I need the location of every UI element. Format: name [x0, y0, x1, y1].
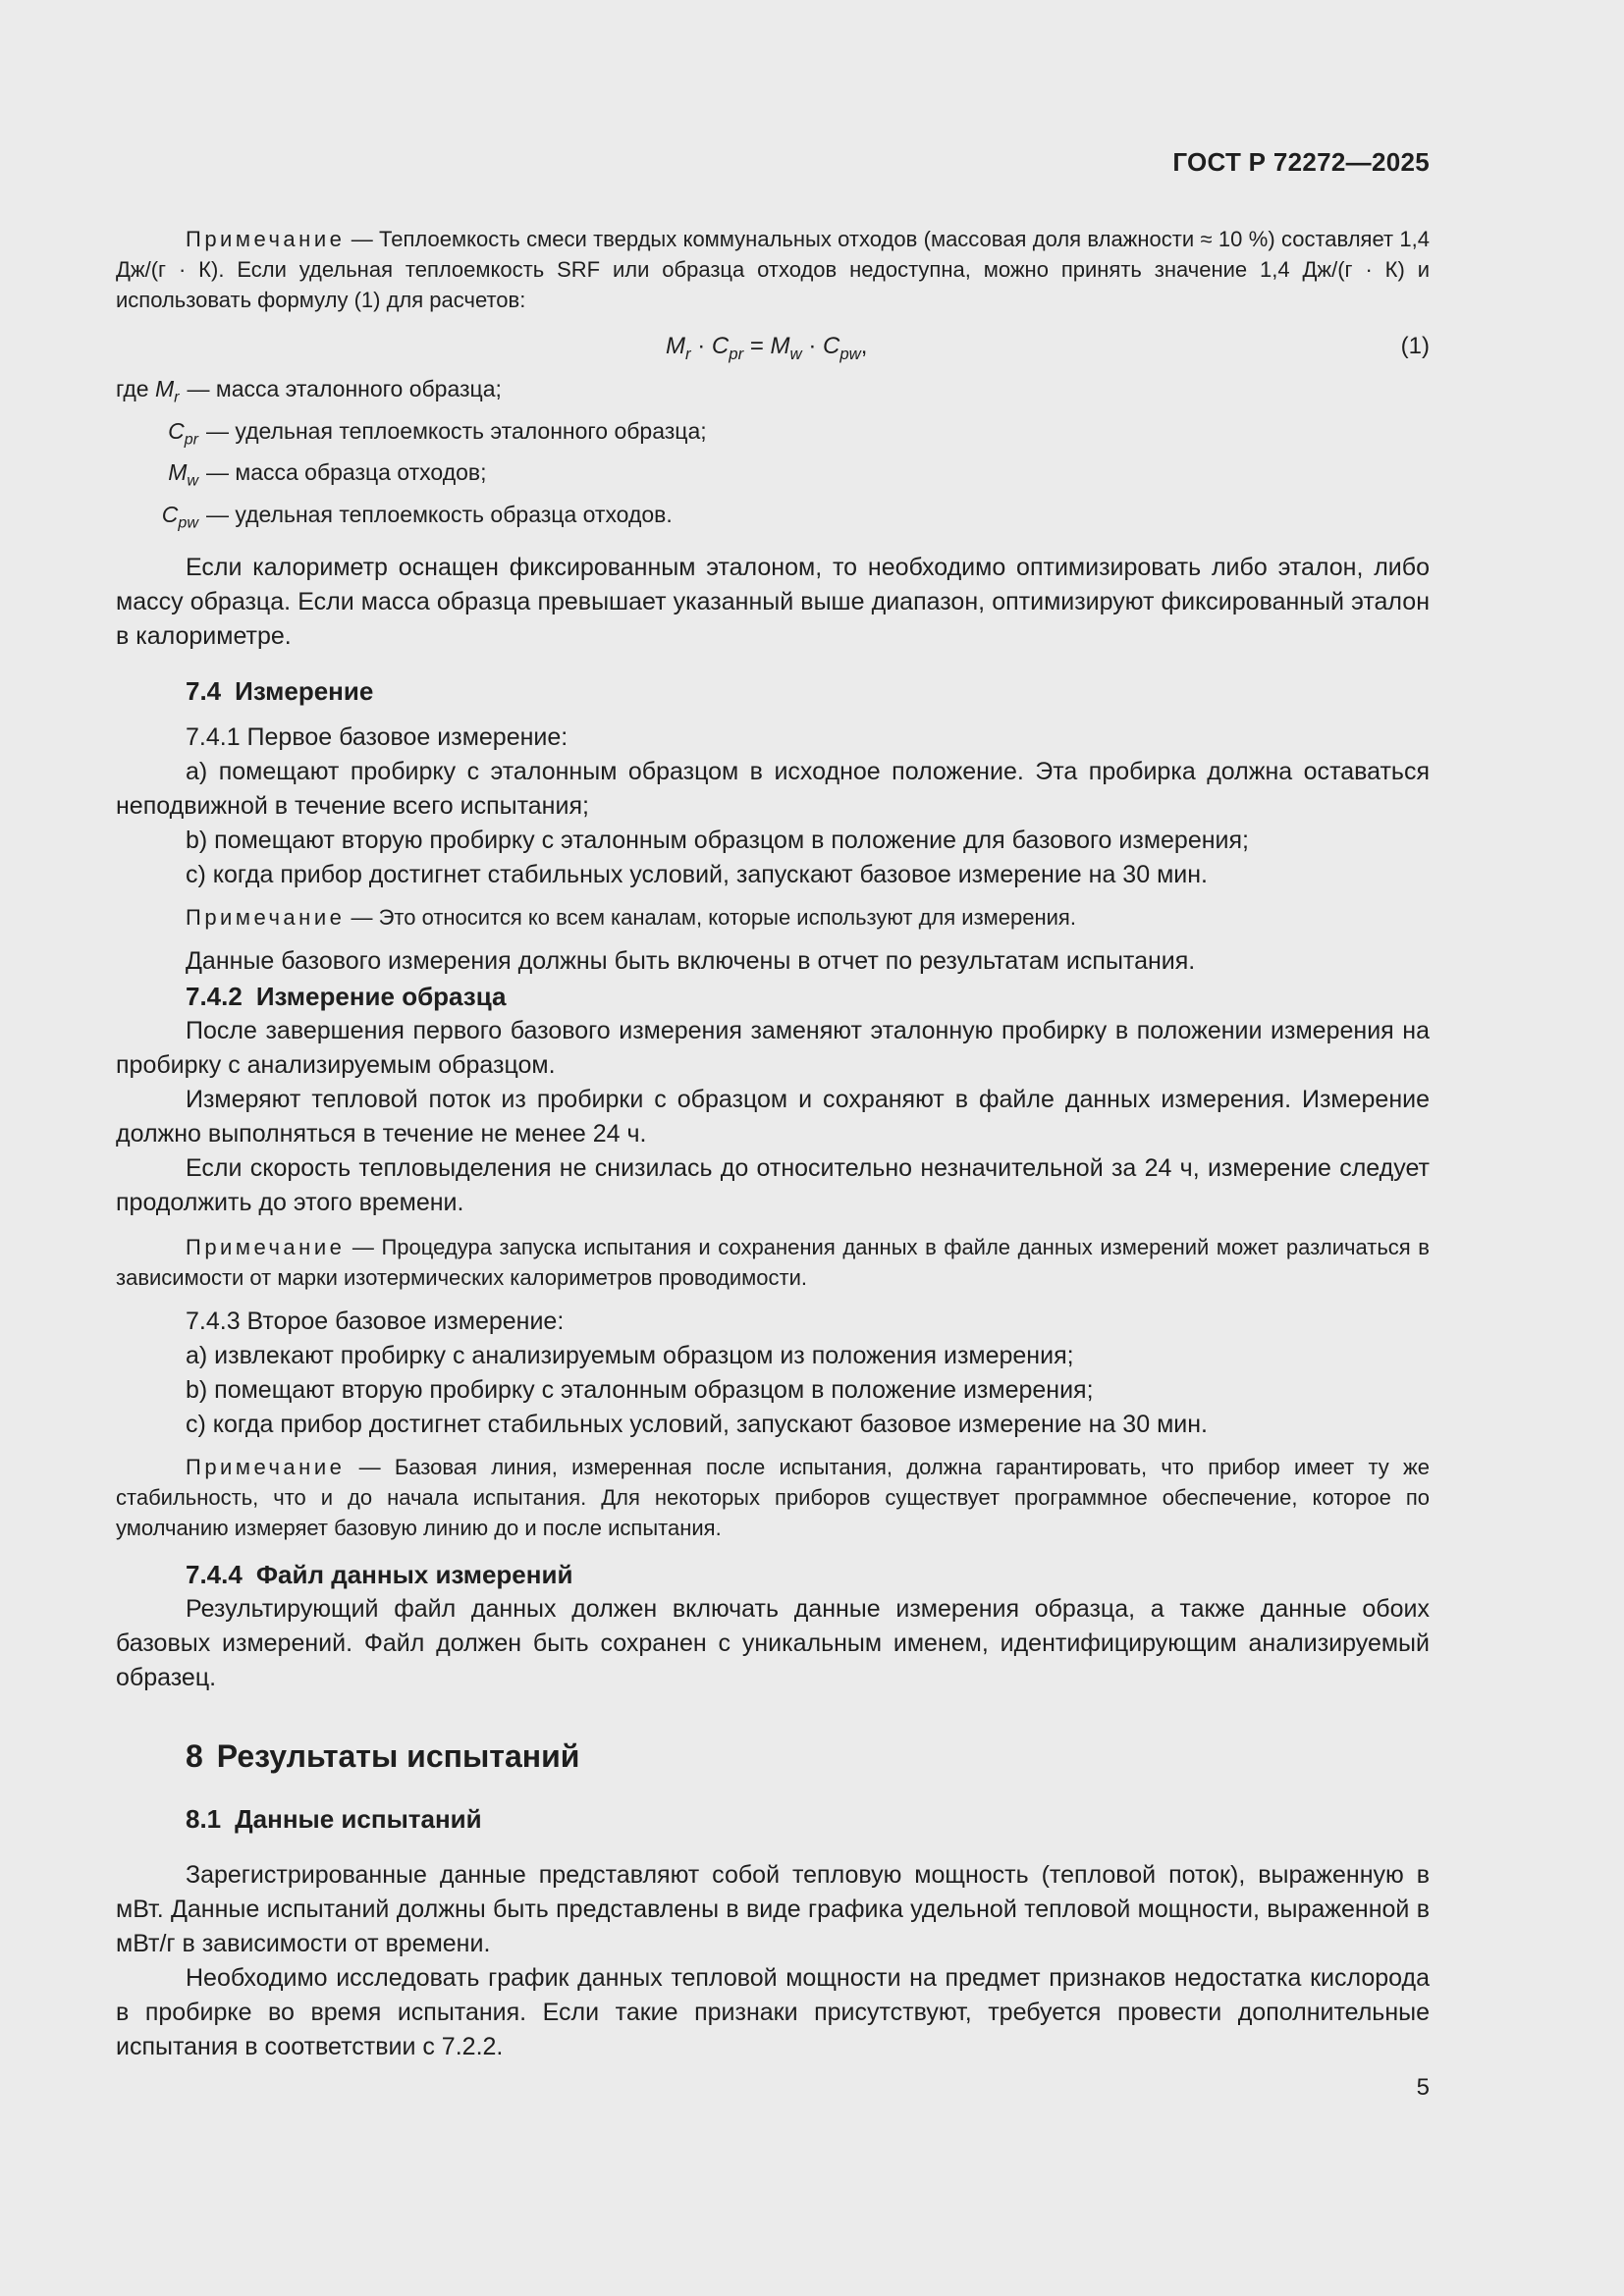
- section-heading-7-4-4: 7.4.4 Файл данных измерений: [186, 1560, 573, 1590]
- section-heading-7-4-2: 7.4.2 Измерение образца: [186, 982, 507, 1012]
- list-item: b) помещают вторую пробирку с эталонным образцом в положение измерения;: [186, 1376, 1094, 1405]
- where-item: $C_{pw}$ — удельная теплоемкость образца отходов.: [161, 501, 673, 532]
- list-item: c) когда прибор достигнет стабильных условий, запускают базовое измерение на 30 мин.: [186, 1411, 1208, 1439]
- formula-number: (1): [1400, 333, 1430, 359]
- list-item: c) когда прибор достигнет стабильных условий, запускают базовое измерение на 30 мин.: [186, 861, 1208, 889]
- section-7-4-1-intro: 7.4.1 Первое базовое измерение:: [186, 723, 568, 752]
- paragraph: Зарегистрированные данные представляют собой тепловую мощность (тепловой поток), выраженную в мВт. Данные испытаний должны быть представлены в виде графика удельной тепловой мощности, выраженной в мВт/г в зависимости от времени.: [116, 1861, 1430, 1958]
- list-item: a) извлекают пробирку с анализируемым образцом из положения измерения;: [186, 1342, 1074, 1370]
- formula-expression: $M_r \cdot C_{pr} = M_w \cdot C_{pw}$,: [666, 333, 868, 363]
- note-channels: Примечание — Это относится ко всем каналам, которые используют для измерения.: [186, 905, 1076, 931]
- section-7-4-3-intro: 7.4.3 Второе базовое измерение:: [186, 1308, 565, 1336]
- where-item: $M_w$ — масса образца отходов;: [168, 459, 487, 490]
- list-item: b) помещают вторую пробирку с эталонным образцом в положение для базового измерения;: [186, 827, 1249, 855]
- paragraph: Результирующий файл данных должен включать данные измерения образца, а также данные обоих базовых измерений. Файл должен быть сохранен с уникальным именем, идентифицирующим анализируемый образец.: [116, 1595, 1430, 1692]
- note-label: Примечание: [186, 227, 346, 251]
- note-heat-capacity: [116, 224, 1430, 315]
- section-heading-8-1: 8.1 Данные испытаний: [186, 1804, 482, 1835]
- note-procedure: Примечание — Процедура запуска испытания и сохранения данных в файле данных измерений может различаться в зависимости от марки изотермических калориметров проводимости.: [116, 1235, 1430, 1291]
- paragraph: Измеряют тепловой поток из пробирки с образцом и сохраняют в файле данных измерения. Измерение должно выполняться в течение не менее 24 ч.: [116, 1086, 1430, 1148]
- list-item: a) помещают пробирку с эталонным образцом в исходное положение. Эта пробирка должна оставаться неподвижной в течение всего испытания;: [116, 758, 1430, 821]
- where-item: где $M_r$ — масса эталонного образца;: [116, 376, 502, 406]
- note-text: — Теплоемкость смеси твердых коммунальных отходов (массовая доля влажности ≈ 10 %) составляет 1,4 Дж/(г · К). Если удельная теплоемкость SRF или образца отходов недоступна, можно принять значение 1,4 Дж/(г · К) и использовать формулу (1) для расчетов:: [116, 227, 1430, 312]
- page-number: 5: [1416, 2074, 1430, 2101]
- where-list: [116, 372, 1430, 539]
- section-heading-7-4: 7.4 Измерение: [186, 676, 374, 707]
- paragraph-calorimeter: Если калориметр оснащен фиксированным эталоном, то необходимо оптимизировать либо эталон, либо массу образца. Если масса образца превышает указанный выше диапазон, оптимизируют фиксированный эталон в калориметре.: [116, 554, 1430, 651]
- where-item: $C_{pr}$ — удельная теплоемкость эталонного образца;: [168, 417, 707, 449]
- section-heading-8: 8 Результаты испытаний: [186, 1738, 580, 1775]
- paragraph: Если скорость тепловыделения не снизилась до относительно незначительной за 24 ч, измерение следует продолжить до этого времени.: [116, 1154, 1430, 1217]
- document-header: ГОСТ Р 72272—2025: [1172, 147, 1430, 177]
- note-baseline: Примечание — Базовая линия, измеренная после испытания, должна гарантировать, что прибор имеет ту же стабильность, что и до начала испытания. Для некоторых приборов существует программное обеспечение, которое по умолчанию измеряет базовую линию до и после испытания.: [116, 1455, 1430, 1541]
- paragraph: Необходимо исследовать график данных тепловой мощности на предмет признаков недостатка кислорода в пробирке во время испытания. Если такие признаки присутствуют, требуется провести дополнительные испытания в соответствии с 7.2.2.: [116, 1964, 1430, 2061]
- paragraph-baseline-report: Данные базового измерения должны быть включены в отчет по результатам испытания.: [186, 947, 1196, 976]
- page-content: [116, 224, 1430, 2064]
- paragraph: После завершения первого базового измерения заменяют эталонную пробирку в положении измерения на пробирку с анализируемым образцом.: [116, 1017, 1430, 1080]
- formula-1: [116, 321, 1430, 372]
